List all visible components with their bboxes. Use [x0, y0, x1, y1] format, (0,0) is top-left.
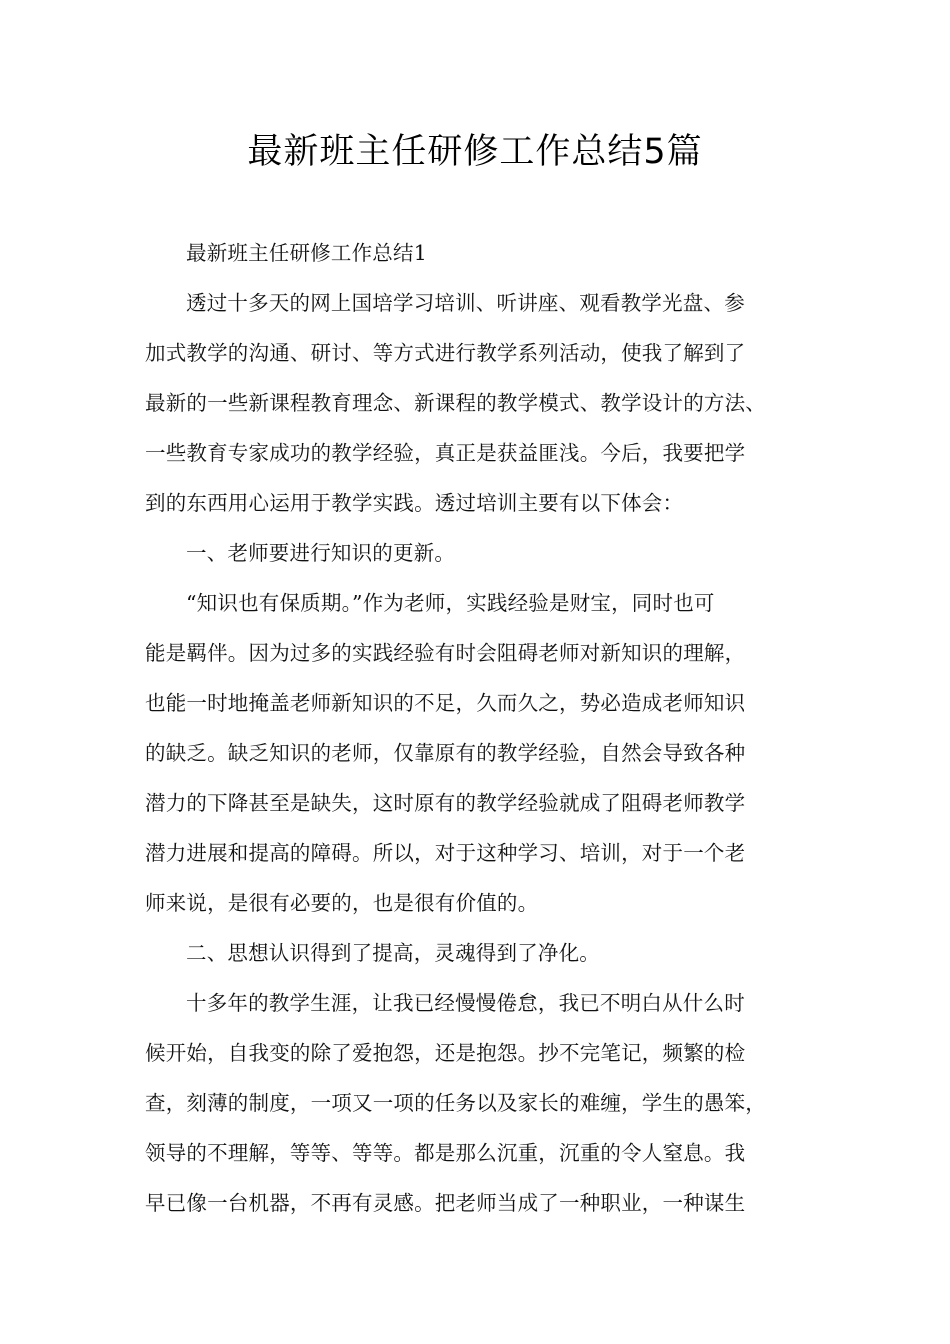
text-line: 能是羁伴。因为过多的实践经验有时会阻碍老师对新知识的理解， — [145, 641, 746, 665]
paragraph — [145, 978, 815, 1228]
text-line: “知识也有保质期。”作为老师，实践经验是财宝，同时也可 — [186, 591, 715, 615]
text-line: 早已像一台机器，不再有灵感。把老师当成了一种职业，一种谋生 — [145, 1191, 746, 1215]
text-line: 最新班主任研修工作总结1 — [186, 241, 427, 265]
text-line: 也能一时地掩盖老师新知识的不足，久而久之，势必造成老师知识 — [145, 691, 746, 715]
document-title: 最新班主任研修工作总结5篇 — [247, 132, 703, 172]
document-body — [145, 228, 815, 1228]
text-line: 一、老师要进行知识的更新。 — [186, 541, 456, 565]
section-heading — [145, 528, 815, 578]
text-line: 最新的一些新课程教育理念、新课程的教学模式、教学设计的方法、 — [145, 391, 766, 415]
section-heading — [145, 928, 815, 978]
text-line: 潜力进展和提高的障碍。所以，对于这种学习、培训，对于一个老 — [145, 841, 746, 865]
text-line: 十多年的教学生涯，让我已经慢慢倦怠，我已不明白从什么时 — [186, 991, 745, 1015]
text-line: 师来说，是很有必要的，也是很有价值的。 — [145, 891, 539, 915]
text-line: 二、思想认识得到了提高，灵魂得到了净化。 — [186, 941, 600, 965]
text-line: 查，刻薄的制度，一项又一项的任务以及家长的难缠，学生的愚笨， — [145, 1091, 766, 1115]
paragraph — [145, 578, 815, 928]
text-line: 候开始，自我变的除了爱抱怨，还是抱怨。抄不完笔记，频繁的检 — [145, 1041, 746, 1065]
section-heading — [145, 228, 815, 278]
text-line: 潜力的下降甚至是缺失，这时原有的教学经验就成了阻碍老师教学 — [145, 791, 746, 815]
text-line: 加式教学的沟通、研讨、等方式进行教学系列活动，使我了解到了 — [145, 341, 746, 365]
text-line: 的缺乏。缺乏知识的老师，仅靠原有的教学经验，自然会导致各种 — [145, 741, 746, 765]
text-line: 领导的不理解，等等、等等。都是那么沉重，沉重的令人窒息。我 — [145, 1141, 746, 1165]
text-line: 透过十多天的网上国培学习培训、听讲座、观看教学光盘、参 — [186, 291, 745, 315]
text-line: 一些教育专家成功的教学经验，真正是获益匪浅。今后，我要把学 — [145, 441, 746, 465]
paragraph — [145, 278, 815, 528]
text-line: 到的东西用心运用于教学实践。透过培训主要有以下体会： — [145, 491, 684, 515]
